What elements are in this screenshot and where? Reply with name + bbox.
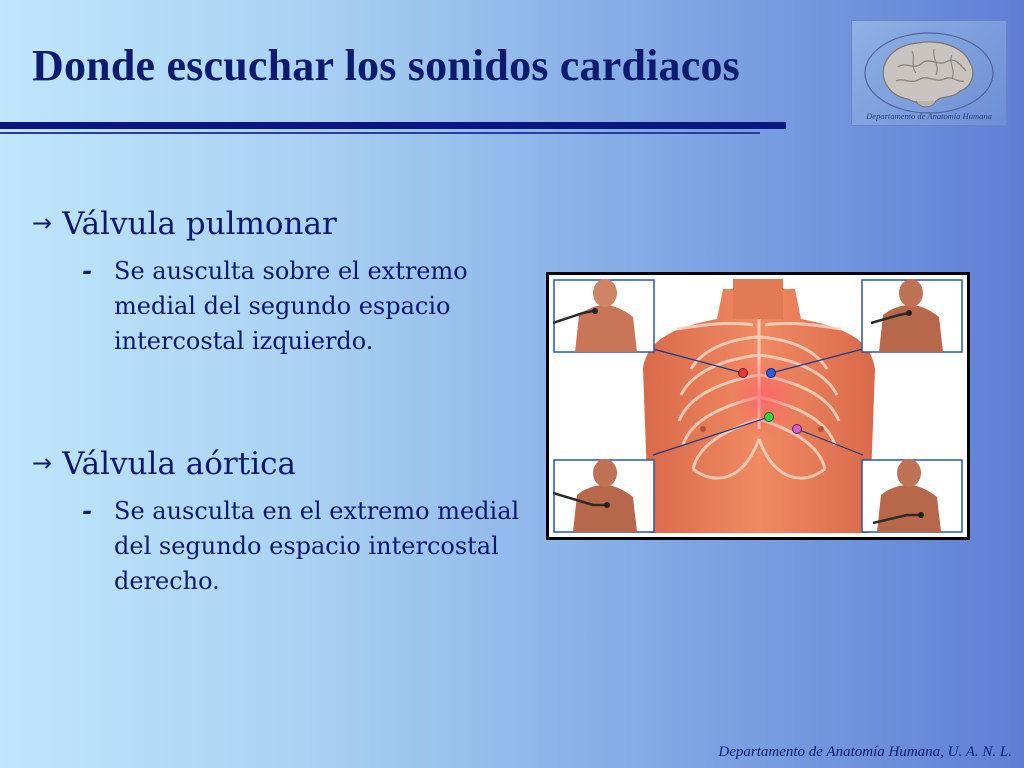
bullet-label: Válvula aórtica	[62, 446, 296, 482]
bullet-pulmonary	[32, 206, 337, 242]
inset-photo-top-right	[862, 279, 962, 352]
dash-icon: -	[82, 496, 92, 525]
department-logo	[851, 20, 1007, 126]
arrow-right-icon: →	[32, 209, 53, 237]
brain-logo-icon	[852, 21, 1006, 125]
inset-photo-top-left	[553, 279, 654, 352]
sub-bullet-text: Se ausculta en el extremo medial del segundo espacio intercostal derecho.	[114, 497, 520, 595]
auscultation-figure	[546, 272, 970, 540]
title-rule-thick	[0, 122, 786, 129]
sub-bullet-text: Se ausculta sobre el extremo medial del segundo espacio intercostal izquierdo.	[114, 257, 468, 355]
aortic-point-marker	[739, 369, 748, 378]
mitral-point-marker	[793, 425, 802, 434]
slide-title: Donde escuchar los sonidos cardiacos	[32, 41, 740, 90]
chest-auscultation-illustration	[553, 279, 963, 533]
inset-photo-bottom-right	[862, 459, 962, 532]
inset-photo-bottom-left	[553, 459, 654, 532]
bullet-aortic	[32, 446, 296, 482]
footer-credit: Departamento de Anatomía Humana, U. A. N. L.	[718, 744, 1012, 760]
dash-icon: -	[82, 256, 92, 285]
tricuspid-point-marker	[765, 413, 774, 422]
title-rule-thin	[0, 132, 760, 134]
logo-caption: Departamento de Anatomía Humana	[866, 111, 992, 121]
arrow-right-icon: →	[32, 449, 53, 477]
bullet-label: Válvula pulmonar	[62, 206, 337, 242]
pulmonary-point-marker	[767, 369, 776, 378]
